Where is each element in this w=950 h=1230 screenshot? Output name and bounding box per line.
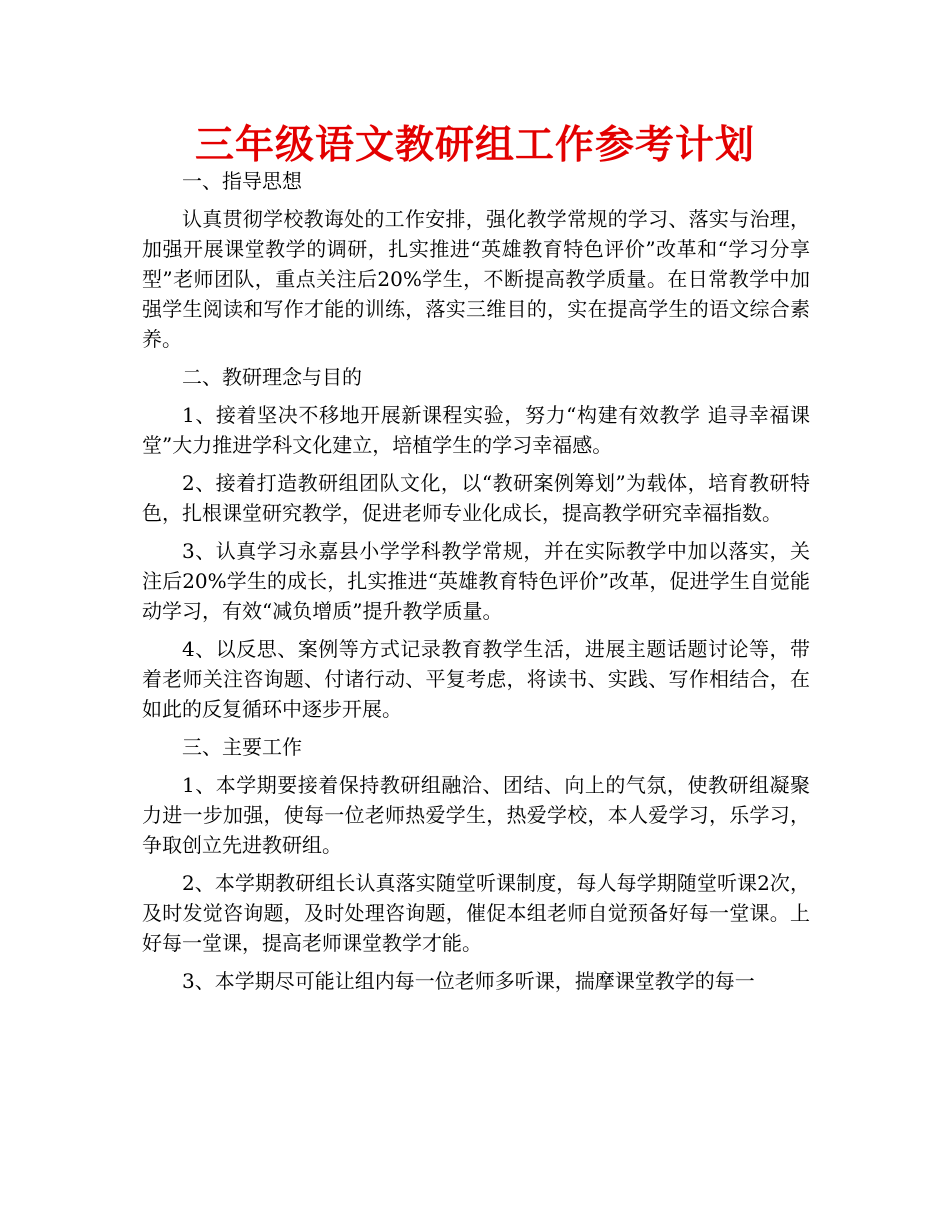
- document-body: [142, 166, 810, 996]
- body-paragraph: 4、以反思、案例等方式记录教育教学生活，进展主题话题讨论等，带着老师关注咨询题、付诸行动、平复考虑，将读书、实践、写作相结合，在如此的反复循环中逐步开展。: [142, 637, 810, 721]
- body-paragraph: 1、接着坚决不移地开展新课程实验，努力“构建有效教学 追寻幸福课堂”大力推进学科文化建立，培植学生的学习幸福感。: [142, 403, 810, 457]
- body-paragraph: 3、认真学习永嘉县小学学科教学常规，并在实际教学中加以落实，关注后20%学生的成长，扎实推进“英雄教育特色评价”改革，促进学生自觉能动学习，有效“减负增质”提升教学质量。: [142, 539, 810, 623]
- body-paragraph: 1、本学期要接着保持教研组融洽、团结、向上的气氛，使教研组凝聚力进一步加强，使每一位老师热爱学生，热爱学校，本人爱学习，乐学习，争取创立先进教研组。: [142, 773, 810, 857]
- body-paragraph: 认真贯彻学校教诲处的工作安排，强化教学常规的学习、落实与治理，加强开展课堂教学的调研，扎实推进“英雄教育特色评价”改革和“学习分享型”老师团队，重点关注后20%学生，不断提高教学质量。在日常教学中加强学生阅读和写作才能的训练，落实三维目的，实在提高学生的语文综合素养。: [142, 207, 810, 351]
- body-paragraph: 3、本学期尽可能让组内每一位老师多听课，揣摩课堂教学的每一: [182, 969, 755, 993]
- section-heading: 二、教研理念与目的: [182, 365, 362, 389]
- body-paragraph: 2、本学期教研组长认真落实随堂听课制度，每人每学期随堂听课2次，及时发觉咨询题，及时处理咨询题，催促本组老师自觉预备好每一堂课。上好每一堂课，提高老师课堂教学才能。: [142, 871, 810, 955]
- body-paragraph: 2、接着打造教研组团队文化，以“教研案例筹划”为载体，培育教研特色，扎根课堂研究教学，促进老师专业化成长，提高教学研究幸福指数。: [142, 471, 810, 525]
- section-heading: 一、指导思想: [182, 169, 302, 193]
- document-title: 三年级语文教研组工作参考计划: [194, 123, 755, 168]
- section-heading: 三、主要工作: [182, 735, 302, 759]
